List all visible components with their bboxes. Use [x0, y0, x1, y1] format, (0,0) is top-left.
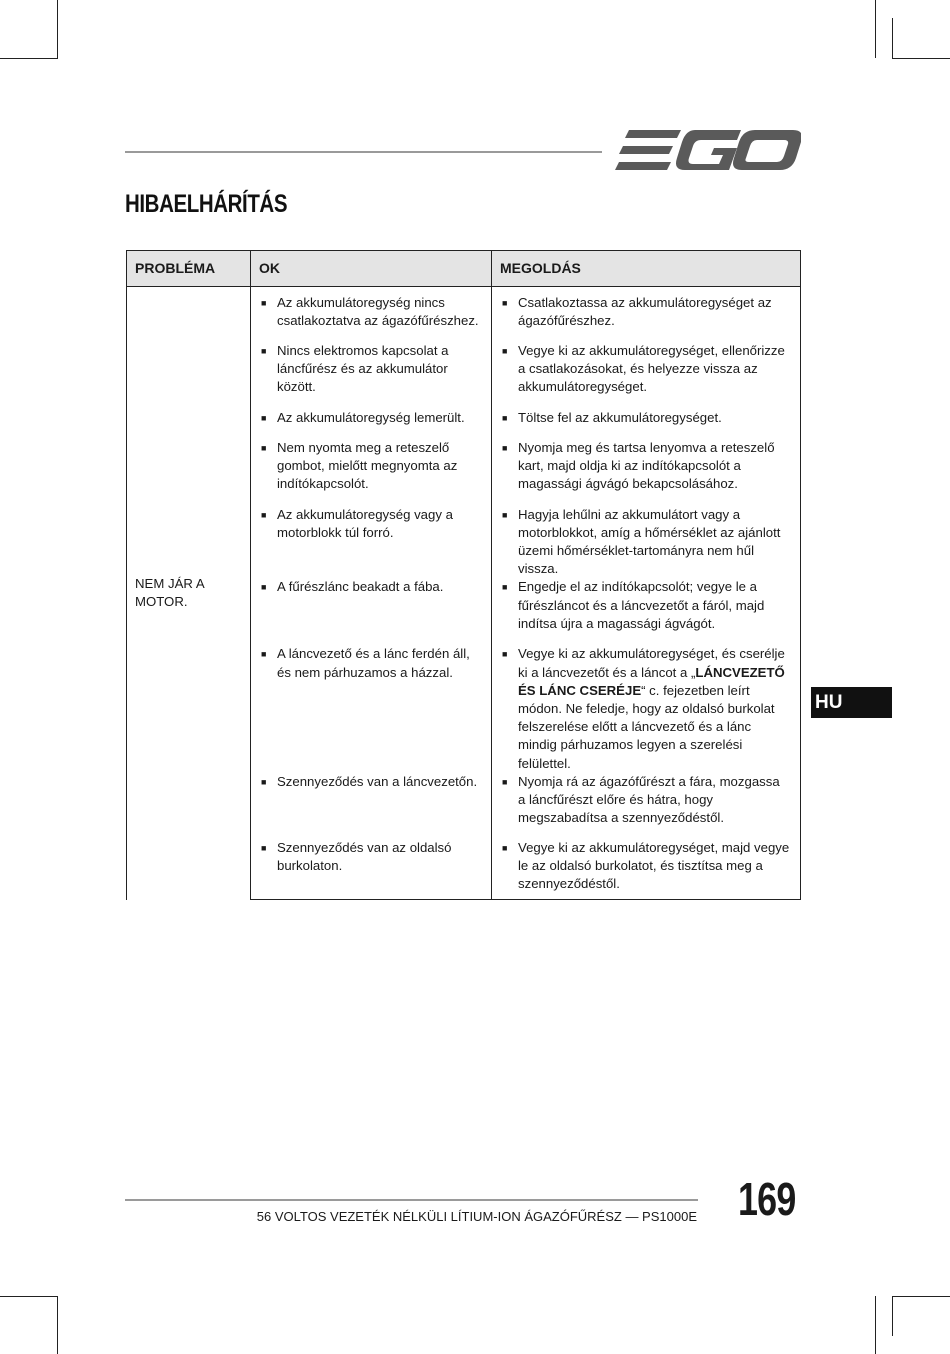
column-header-cause: OK	[251, 251, 492, 287]
solution-text: Nyomja rá az ágazófűrészt a fára, mozgassa a láncfűrészt előre és hátra, hogy megszabadítsa a szennyeződéstől.	[518, 773, 780, 826]
square-bullet-icon: ■	[261, 649, 267, 660]
solution-cell	[492, 287, 801, 342]
cause-text: Az akkumulátoregység nincs csatlakoztatva az ágazófűrészhez.	[277, 295, 479, 329]
solution-cell	[492, 578, 801, 645]
page-title: HIBAELHÁRÍTÁS	[125, 190, 288, 218]
solution-cell	[492, 506, 801, 579]
square-bullet-icon: ■	[502, 412, 508, 423]
square-bullet-icon: ■	[502, 509, 508, 520]
cause-cell	[251, 839, 492, 900]
cause-text: A fűrészlánc beakadt a fába.	[277, 579, 444, 595]
cause-cell	[251, 578, 492, 645]
header-rule	[125, 151, 602, 153]
cause-text: Nem nyomta meg a reteszelő gombot, mielőtt megnyomta az indítókapcsolót.	[277, 439, 458, 491]
square-bullet-icon: ■	[261, 345, 267, 356]
troubleshooting-table	[126, 250, 801, 900]
solution-cell	[492, 409, 801, 439]
solution-cell	[492, 645, 801, 772]
square-bullet-icon: ■	[502, 582, 508, 593]
square-bullet-icon: ■	[261, 776, 267, 787]
footer-product-title: 56 VOLTOS VEZETÉK NÉLKÜLI LÍTIUM-ION ÁGAZÓFŰRÉSZ — PS1000E	[256, 1209, 697, 1224]
solution-text: Vegye ki az akkumulátoregységet, majd vegye le az oldalsó burkolatot, és tisztítsa meg a szennyeződéstől.	[518, 839, 790, 892]
solution-text-start: Vegye ki az akkumulátoregységet, és cserélje ki a láncvezetőt és a láncot a „	[518, 646, 785, 680]
crop-mark	[0, 1296, 58, 1297]
footer-rule	[125, 1199, 698, 1201]
crop-mark	[892, 18, 893, 58]
cause-text: Az akkumulátoregység lemerült.	[277, 409, 465, 425]
solution-text: Csatlakoztassa az akkumulátoregységet az ágazófűrészhez.	[518, 295, 772, 329]
square-bullet-icon: ■	[502, 842, 508, 853]
solution-text: Engedje el az indítókapcsolót; vegye le a fűrészláncot és a láncvezetőt a fáról, majd indítsa újra a magassági ágvágót.	[518, 579, 765, 631]
solution-text: Töltse fel az akkumulátoregységet.	[518, 409, 722, 425]
square-bullet-icon: ■	[261, 509, 267, 520]
language-tab: HU	[811, 687, 892, 718]
cause-text: A láncvezető és a lánc ferdén áll, és nem párhuzamos a házzal.	[277, 646, 470, 680]
table-header-row	[127, 251, 801, 287]
solution-text: Nyomja meg és tartsa lenyomva a reteszelő kart, majd oldja ki az indítókapcsolót a magassági ágvágó bekapcsolásához.	[518, 439, 775, 491]
problem-label: NEM JÁR A MOTOR.	[135, 576, 204, 610]
crop-mark	[0, 58, 58, 59]
column-header-solution: MEGOLDÁS	[492, 251, 801, 287]
square-bullet-icon: ■	[502, 776, 508, 787]
ego-logo	[615, 128, 801, 174]
cause-cell	[251, 287, 492, 342]
cause-text: Az akkumulátoregység vagy a motorblokk túl forró.	[277, 506, 453, 540]
cause-cell	[251, 439, 492, 506]
square-bullet-icon: ■	[502, 298, 508, 308]
table-row	[127, 287, 801, 342]
cause-text: Szennyeződés van az oldalsó burkolaton.	[277, 839, 452, 873]
crop-mark	[892, 1296, 950, 1297]
crop-mark	[892, 58, 950, 59]
cause-cell	[251, 342, 492, 409]
solution-cell	[492, 439, 801, 506]
solution-section-reference: LÁNCVEZETŐ ÉS LÁNC CSERÉJE	[518, 664, 785, 698]
cause-cell	[251, 773, 492, 839]
crop-mark	[57, 1296, 58, 1354]
square-bullet-icon: ■	[261, 842, 267, 853]
solution-text: Hagyja lehűlni az akkumulátort vagy a motorblokkot, amíg a hőmérséklet az ajánlott üzemi hőmérséklet-tartományra nem hűl vissza.	[518, 506, 781, 577]
square-bullet-icon: ■	[261, 442, 267, 453]
square-bullet-icon: ■	[261, 412, 267, 423]
crop-mark	[875, 1296, 876, 1354]
square-bullet-icon: ■	[261, 582, 267, 593]
crop-mark	[875, 0, 876, 58]
solution-cell	[492, 342, 801, 409]
square-bullet-icon: ■	[502, 345, 508, 356]
cause-cell	[251, 409, 492, 439]
square-bullet-icon: ■	[261, 298, 267, 308]
cause-text: Nincs elektromos kapcsolat a láncfűrész és az akkumulátor között.	[277, 342, 449, 394]
problem-cell	[127, 287, 251, 900]
square-bullet-icon: ■	[502, 442, 508, 453]
square-bullet-icon: ■	[502, 649, 508, 660]
cause-cell	[251, 506, 492, 579]
solution-text: Vegye ki az akkumulátoregységet, ellenőrizze a csatlakozásokat, és helyezze vissza az akkumulátoregységet.	[518, 342, 785, 394]
column-header-problem: PROBLÉMA	[127, 251, 251, 287]
crop-mark	[57, 0, 58, 58]
cause-text: Szennyeződés van a láncvezetőn.	[277, 773, 478, 789]
solution-cell	[492, 773, 801, 839]
crop-mark	[892, 1296, 893, 1336]
solution-cell	[492, 839, 801, 900]
page-number: 169	[738, 1173, 796, 1225]
cause-cell	[251, 645, 492, 772]
solution-text-end: “ c. fejezetben leírt módon. Ne feledje, hogy az oldalsó burkolat felszerelése előtt a láncvezető és a lánc mindig párhuzamos legyen a szerelési felülettel.	[518, 682, 775, 771]
